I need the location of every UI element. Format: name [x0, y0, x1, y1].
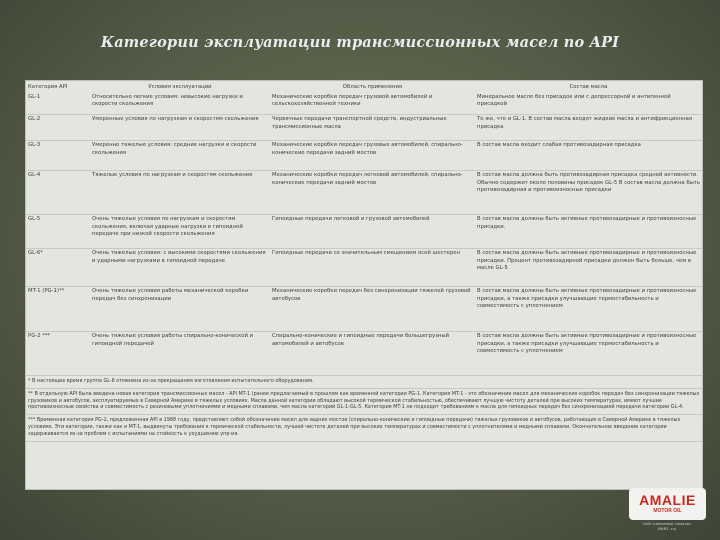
table-row — [26, 171, 702, 215]
cell-conditions: Очень тяжелые условия: с высокими скоростями скольжения и ударными нагрузками в гипоидной передаче — [90, 249, 270, 287]
cell-area: Червячные передачи транспортной средств, индустриальные трансмиссионные масла — [270, 115, 475, 141]
cell-composition: То же, что и GL-1. В состав масла входят жидкие масла и антифрикционная присадка — [475, 115, 702, 141]
cell-area: Механические коробки передач без синхронизации тяжелой грузовой автобусов — [270, 287, 475, 332]
table-grid — [26, 81, 702, 376]
cell-composition: В состав масла должны быть активные противозадирные и противоизносные присадки, а также присадки улучшающие термостабильность и совместимость с уплотнением — [475, 287, 702, 332]
table-row — [26, 215, 702, 249]
cell-category: GL-4 — [26, 171, 90, 215]
api-categories-table — [25, 80, 703, 490]
cell-area: Гипоидные передачи легковой и грузовой автомобилей — [270, 215, 475, 249]
cell-category: GL-1 — [26, 93, 90, 115]
footnote-1: * В настоящее время группа GL-6 отменена из-за прекращения изготовления испытательного оборудования. — [26, 376, 702, 389]
amalie-logo — [629, 488, 706, 520]
cell-category: GL-5 — [26, 215, 90, 249]
cell-conditions: Очень тяжелые условия работы спирально-конической и гипоидной передачей — [90, 332, 270, 376]
cell-composition: В состав масла должна быть противозадирная присадка средней активности. Обычно содержит около половины присадок GL-5 В состав масла должна быть противозадирная и противоизносные присадки — [475, 171, 702, 215]
cell-composition: В состав масла входит слабая противозадирная присадка — [475, 141, 702, 171]
cell-conditions: Относительно легкие условия: невысокие нагрузки и скорости скольжения — [90, 93, 270, 115]
table-row — [26, 93, 702, 115]
table-row — [26, 115, 702, 141]
footnote-3: *** Временная категория PG-2, предложенная API в 1988 году, представляет собой обозначение масел для задних мостов (спирально-конические и гипоидные передачи) тяжелых грузовиков и автобусов, работающих в Северной Америке в тяжелых условиях. Эти категории, также как и MT-1, выдвинуты требования к термической стабильности, лучшей чистоте деталей при высоких температурах и совместимости с уплотнителями и медными сплавами. Окончательное введение категории задерживается из-за проблем с испытаниями на стойкость к ухудшению упр-ия. — [26, 415, 702, 441]
cell-area: Механические коробки передач грузовых автомобилей, спирально-конические передачи задний мостов — [270, 141, 475, 171]
cell-conditions: Тяжелые условия по нагрузкам и скоростям скольжения — [90, 171, 270, 215]
cell-composition: В состав масла должны быть активные противозадирные и противоизносные присадки, а также присадки улучшающие термостабильность и совместимость с уплотнением — [475, 332, 702, 376]
cell-area: Гипоидные передачи со значительным смещением осей шестерен — [270, 249, 475, 287]
cell-composition: В состав масла должны быть активные противозадирные и противоизносные присадки. Процент противозадирной присадки должен быть больше, чем в масле GL-5 — [475, 249, 702, 287]
table-header-row — [26, 81, 702, 93]
logo-subtitle: MOTOR OIL — [653, 508, 682, 514]
logo-caption: Сайт компании «Амали» (PAR1 .ru) — [642, 521, 692, 531]
cell-area: Механические коробки передач легковой автомобилей, спирально-конические передачи задний мостов — [270, 171, 475, 215]
cell-composition: В состав масла должны быть активные противозадирные и противоизносные присадки. — [475, 215, 702, 249]
cell-category: PG-2 *** — [26, 332, 90, 376]
cell-category: GL-3 — [26, 141, 90, 171]
header-area: Область применения — [342, 84, 403, 90]
header-composition: Состав масла — [569, 84, 608, 90]
cell-area: Спирально-конические и гипоидные передачи большегрузный автомобилей и автобусов — [270, 332, 475, 376]
table-row — [26, 249, 702, 287]
cell-composition: Минеральное масло без присадок или с депрессорной и антипенной присадкой — [475, 93, 702, 115]
header-conditions: Условия эксплуатации — [148, 84, 212, 90]
header-category: Категория API — [28, 84, 68, 90]
table-row — [26, 141, 702, 171]
logo-name: AMALIE — [639, 492, 696, 508]
cell-category: GL-6* — [26, 249, 90, 287]
table-row — [26, 332, 702, 376]
cell-area: Механические коробки передач грузовой автомобилей и сельскохозяйственной техники — [270, 93, 475, 115]
cell-conditions: Очень тяжелые условия работы механической коробки передач без синхронизации — [90, 287, 270, 332]
page-title: Категории эксплуатации трансмиссионных масел по API — [100, 34, 620, 51]
cell-conditions: Очень тяжелые условия по нагрузкам и скоростям скольжения, включая ударные нагрузки в гипоидной передаче при низкой скорости скольжения — [90, 215, 270, 249]
table-row — [26, 287, 702, 332]
cell-category: GL-2 — [26, 115, 90, 141]
cell-category: MT-1 (PG-1)** — [26, 287, 90, 332]
footnote-2: ** В отдельную API была введена новая категория трансмиссионных масел - API MT-1 (ранее предлагаемый в прошлом как временной категории PG-1. Категория MT-1 - это обозначение масел для механических коробок передач без синхронизации тяжелых грузовиков и автобусов, эксплуатируемых в Северной Америке в тяжелых условиях. Масла данной категории обладают высокой термической стабильностью, обеспечивают лучшую чистоту деталей при высоких температурах, имеют лучшие противоизносные свойства и совместимость с резиновыми уплотнениями и медными сплавами, чем масла категорий GL-1-GL-5. Категория MT-1 не подходит требованиям к масла для гипоидных передач без синхронизацией передачи категории GL-4. — [26, 389, 702, 415]
cell-conditions: Умеренные условия по нагрузкам и скоростям скольжения — [90, 115, 270, 141]
cell-conditions: Умеренно тяжелые условия: средние нагрузки и скорости скольжения — [90, 141, 270, 171]
